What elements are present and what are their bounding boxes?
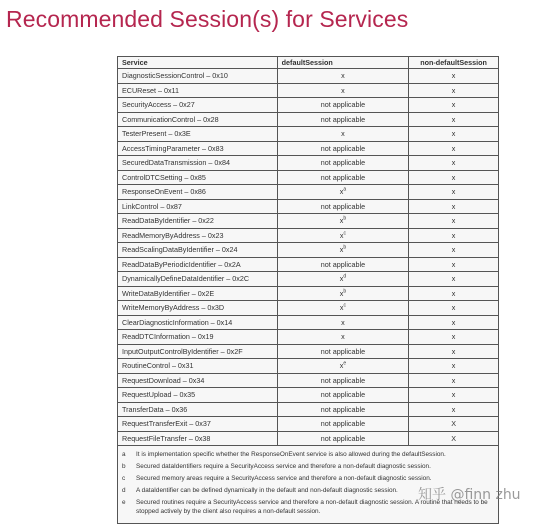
- non-default-session-cell: x: [409, 359, 499, 374]
- column-header-non-default-session: non-defaultSession: [409, 57, 499, 69]
- service-cell: TesterPresent – 0x3E: [118, 127, 278, 142]
- default-session-value: x: [341, 85, 345, 95]
- table-row: [118, 98, 499, 113]
- table-row: [118, 127, 499, 142]
- footnote-ref: a: [343, 186, 347, 193]
- footnote-mark: c: [122, 474, 126, 482]
- non-default-session-cell: x: [409, 301, 499, 316]
- footnote-text: A dataIdentifier can be defined dynamically in the default and non-default diagnostic session.: [136, 486, 398, 494]
- default-session-cell: [277, 286, 409, 301]
- table-row: [118, 185, 499, 200]
- service-cell: AccessTimingParameter – 0x83: [118, 141, 278, 156]
- default-session-value: not applicable: [320, 419, 366, 429]
- default-session-cell: [277, 214, 409, 229]
- default-session-cell: [277, 431, 409, 446]
- non-default-session-cell: x: [409, 199, 499, 214]
- table-header-row: [118, 57, 499, 69]
- default-session-cell: [277, 359, 409, 374]
- footnote-ref: b: [343, 288, 347, 295]
- default-session-value: not applicable: [320, 404, 366, 414]
- default-session-cell: [277, 170, 409, 185]
- default-session-value: not applicable: [320, 390, 366, 400]
- table-row: [118, 373, 499, 388]
- service-cell: ReadMemoryByAddress – 0x23: [118, 228, 278, 243]
- default-session-cell: [277, 301, 409, 316]
- service-cell: ReadDTCInformation – 0x19: [118, 330, 278, 345]
- table-row: [118, 83, 499, 98]
- service-cell: ControlDTCSetting – 0x85: [118, 170, 278, 185]
- non-default-session-cell: x: [409, 286, 499, 301]
- default-session-value: x: [339, 361, 344, 371]
- service-cell: ReadDataByIdentifier – 0x22: [118, 214, 278, 229]
- slide-title: Recommended Session(s) for Services: [6, 6, 409, 32]
- watermark: 知乎 @finn zhu: [418, 487, 521, 503]
- footnote-ref: e: [343, 360, 347, 367]
- table-row: [118, 199, 499, 214]
- service-cell: WriteDataByIdentifier – 0x2E: [118, 286, 278, 301]
- footnote-ref: b: [343, 244, 347, 251]
- non-default-session-cell: x: [409, 315, 499, 330]
- default-session-value: x: [341, 332, 345, 342]
- default-session-value: x: [339, 245, 344, 255]
- service-cell: InputOutputControlByIdentifier – 0x2F: [118, 344, 278, 359]
- service-cell: RequestFileTransfer – 0x38: [118, 431, 278, 446]
- default-session-cell: [277, 417, 409, 432]
- non-default-session-cell: x: [409, 257, 499, 272]
- footnote-text: It is implementation specific whether the ResponseOnEvent service is also allowed during the defaultSession.: [136, 450, 446, 458]
- default-session-cell: [277, 272, 409, 287]
- default-session-cell: [277, 330, 409, 345]
- non-default-session-cell: x: [409, 228, 499, 243]
- table-row: [118, 272, 499, 287]
- table-row: [118, 402, 499, 417]
- non-default-session-cell: x: [409, 185, 499, 200]
- footnote-ref: b: [343, 215, 347, 222]
- default-session-value: x: [339, 230, 344, 240]
- default-session-value: x: [339, 288, 344, 298]
- column-header-default-session: defaultSession: [277, 57, 409, 69]
- footnote-ref: c: [343, 302, 346, 309]
- default-session-value: x: [339, 274, 344, 284]
- service-cell: DiagnosticSessionControl – 0x10: [118, 69, 278, 84]
- service-cell: ECUReset – 0x11: [118, 83, 278, 98]
- default-session-cell: [277, 243, 409, 258]
- default-session-cell: [277, 127, 409, 142]
- default-session-value: not applicable: [320, 158, 366, 168]
- default-session-cell: [277, 83, 409, 98]
- service-cell: SecurityAccess – 0x27: [118, 98, 278, 113]
- services-table: [117, 56, 499, 446]
- non-default-session-cell: x: [409, 98, 499, 113]
- default-session-cell: [277, 199, 409, 214]
- non-default-session-cell: x: [409, 272, 499, 287]
- table-row: [118, 344, 499, 359]
- default-session-value: x: [339, 216, 344, 226]
- default-session-value: not applicable: [320, 172, 366, 182]
- default-session-value: x: [341, 71, 345, 81]
- footnote-mark: e: [122, 499, 126, 507]
- default-session-cell: [277, 257, 409, 272]
- default-session-cell: [277, 344, 409, 359]
- footnote-text: Secured routines require a SecurityAccess service and therefore a non-default diagnostic session. A routine that needs to be stopped actively by the client also requires a non-default session.: [136, 499, 488, 515]
- table-row: [118, 141, 499, 156]
- default-session-cell: [277, 112, 409, 127]
- default-session-value: x: [339, 303, 344, 313]
- service-cell: LinkControl – 0x87: [118, 199, 278, 214]
- default-session-value: not applicable: [320, 375, 366, 385]
- default-session-cell: [277, 388, 409, 403]
- table-row: [118, 388, 499, 403]
- table-row: [118, 214, 499, 229]
- default-session-value: x: [341, 317, 345, 327]
- table-row: [118, 431, 499, 446]
- default-session-value: x: [339, 187, 344, 197]
- default-session-cell: [277, 315, 409, 330]
- non-default-session-cell: x: [409, 170, 499, 185]
- default-session-cell: [277, 98, 409, 113]
- table-row: [118, 330, 499, 345]
- service-cell: RequestTransferExit – 0x37: [118, 417, 278, 432]
- footnote-mark: a: [122, 450, 126, 458]
- non-default-session-cell: x: [409, 243, 499, 258]
- table-row: [118, 257, 499, 272]
- non-default-session-cell: x: [409, 112, 499, 127]
- footnote-text: Secured memory areas require a SecurityAccess service and therefore a non-default diagnostic session.: [136, 474, 432, 482]
- non-default-session-cell: x: [409, 330, 499, 345]
- service-cell: RequestDownload – 0x34: [118, 373, 278, 388]
- default-session-value: not applicable: [320, 433, 366, 443]
- footnote-text: Secured dataIdentifiers require a SecurityAccess service and therefore a non-default diagnostic session.: [136, 462, 431, 470]
- table-row: [118, 156, 499, 171]
- non-default-session-cell: x: [409, 156, 499, 171]
- service-cell: WriteMemoryByAddress – 0x3D: [118, 301, 278, 316]
- service-cell: SecuredDataTransmission – 0x84: [118, 156, 278, 171]
- footnote-item: [122, 475, 494, 484]
- table-row: [118, 359, 499, 374]
- non-default-session-cell: x: [409, 127, 499, 142]
- table-row: [118, 69, 499, 84]
- footnote-item: [122, 463, 494, 472]
- default-session-value: not applicable: [320, 346, 366, 356]
- default-session-value: not applicable: [320, 259, 366, 269]
- footnote-ref: d: [343, 273, 347, 280]
- footnote-item: [122, 451, 494, 460]
- table-row: [118, 315, 499, 330]
- non-default-session-cell: x: [409, 141, 499, 156]
- document-page: [117, 56, 499, 524]
- non-default-session-cell: x: [409, 69, 499, 84]
- non-default-session-cell: x: [409, 344, 499, 359]
- service-cell: RequestUpload – 0x35: [118, 388, 278, 403]
- service-cell: DynamicallyDefineDataIdentifier – 0x2C: [118, 272, 278, 287]
- service-cell: RoutineControl – 0x31: [118, 359, 278, 374]
- table-row: [118, 112, 499, 127]
- non-default-session-cell: x: [409, 373, 499, 388]
- default-session-cell: [277, 228, 409, 243]
- non-default-session-cell: x: [409, 402, 499, 417]
- default-session-cell: [277, 185, 409, 200]
- table-row: [118, 286, 499, 301]
- default-session-cell: [277, 156, 409, 171]
- default-session-value: not applicable: [320, 100, 366, 110]
- service-cell: ReadDataByPeriodicIdentifier – 0x2A: [118, 257, 278, 272]
- service-cell: ClearDiagnosticInformation – 0x14: [118, 315, 278, 330]
- footnote-mark: d: [122, 486, 126, 494]
- default-session-value: not applicable: [320, 143, 366, 153]
- table-row: [118, 170, 499, 185]
- non-default-session-cell: X: [409, 431, 499, 446]
- default-session-cell: [277, 373, 409, 388]
- default-session-value: x: [341, 129, 345, 139]
- default-session-value: not applicable: [320, 114, 366, 124]
- table-row: [118, 301, 499, 316]
- default-session-cell: [277, 402, 409, 417]
- non-default-session-cell: x: [409, 214, 499, 229]
- footnote-mark: b: [122, 462, 126, 470]
- non-default-session-cell: x: [409, 83, 499, 98]
- default-session-cell: [277, 69, 409, 84]
- footnote-ref: c: [343, 230, 346, 237]
- service-cell: TransferData – 0x36: [118, 402, 278, 417]
- service-cell: CommunicationControl – 0x28: [118, 112, 278, 127]
- non-default-session-cell: x: [409, 388, 499, 403]
- table-row: [118, 243, 499, 258]
- service-cell: ResponseOnEvent – 0x86: [118, 185, 278, 200]
- service-cell: ReadScalingDataByIdentifier – 0x24: [118, 243, 278, 258]
- default-session-cell: [277, 141, 409, 156]
- column-header-service: Service: [118, 57, 278, 69]
- non-default-session-cell: X: [409, 417, 499, 432]
- table-row: [118, 417, 499, 432]
- table-row: [118, 228, 499, 243]
- default-session-value: not applicable: [320, 201, 366, 211]
